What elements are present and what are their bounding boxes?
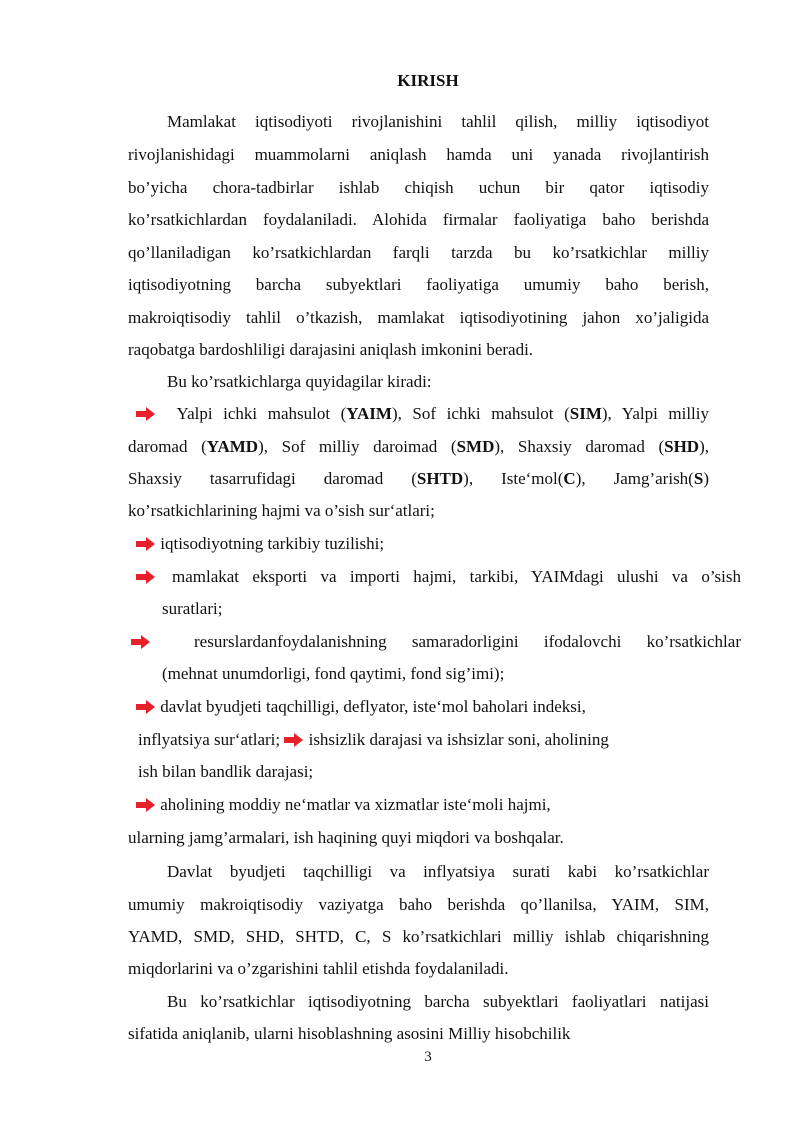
paragraph-line: YAMD, SMD, SHD, SHTD, C, S ko’rsatkichlari milliy ishlab chiqarishning bbox=[128, 927, 709, 946]
paragraph-line: bo’yicha chora-tadbirlar ishlab chiqish uchun bir qator iqtisodiy bbox=[128, 178, 709, 197]
list-item-line: inflyatsiya sur‘atlari; ishsizlik darajasi va ishsizlar soni, aholining bbox=[138, 730, 609, 749]
red-arrow-bullet-icon bbox=[284, 733, 304, 747]
paragraph-line: rivojlanishidagi muammolarni aniqlash hamda uni yanada rivojlantirish bbox=[128, 145, 709, 164]
list-item: resurslardanfoydalanishning samaradorligini ifodalovchi ko’rsatkichlar bbox=[131, 631, 741, 653]
list-item: mamlakat eksporti va importi hajmi, tarkibi, YAIMdagi ulushi va o’sish bbox=[136, 566, 741, 588]
red-arrow-bullet-icon bbox=[136, 537, 156, 551]
paragraph-line: Bu ko’rsatkichlar iqtisodiyotning barcha subyektlari faoliyatlari natijasi bbox=[167, 992, 709, 1011]
paragraph-line: Bu ko’rsatkichlarga quyidagilar kiradi: bbox=[167, 372, 432, 391]
page-title: KIRISH bbox=[397, 71, 459, 90]
list-item-line: daromad (YAMD), Sof milliy daroimad (SMD), Shaxsiy daromad (SHD), bbox=[128, 437, 709, 456]
page-number: 3 bbox=[424, 1049, 432, 1065]
red-arrow-bullet-icon bbox=[131, 635, 151, 649]
red-arrow-bullet-icon bbox=[136, 570, 156, 584]
paragraph-line: miqdorlarini va o’zgarishini tahlil etishda foydalaniladi. bbox=[128, 959, 509, 978]
list-item-line: Shaxsiy tasarrufidagi daromad (SHTD), Iste‘mol(C), Jamg’arish(S) bbox=[128, 469, 709, 488]
red-arrow-bullet-icon bbox=[136, 700, 156, 714]
list-item-line: suratlari; bbox=[162, 599, 223, 618]
paragraph-line: sifatida aniqlanib, ularni hisoblashning asosini Milliy hisobchilik bbox=[128, 1024, 571, 1043]
list-item-line: ko’rsatkichlarining hajmi va o’sish sur‘atlari; bbox=[128, 501, 435, 520]
red-arrow-bullet-icon bbox=[136, 798, 156, 812]
list-item: Yalpi ichki mahsulot (YAIM), Sof ichki mahsulot (SIM), Yalpi milliy bbox=[136, 403, 709, 425]
list-item-line: ish bilan bandlik darajasi; bbox=[138, 762, 314, 781]
paragraph-line: ko’rsatkichlardan foydalaniladi. Alohida firmalar faoliyatiga baho berishda bbox=[128, 210, 709, 229]
list-item: davlat byudjeti taqchilligi, deflyator, iste‘mol baholari indeksi, bbox=[136, 696, 717, 718]
paragraph-line: iqtisodiyotning barcha subyektlari faoliyatiga umumiy baho berish, bbox=[128, 275, 709, 294]
paragraph-line: Mamlakat iqtisodiyoti rivojlanishini tahlil qilish, milliy iqtisodiyot bbox=[167, 112, 709, 131]
list-item: iqtisodiyotning tarkibiy tuzilishi; bbox=[136, 533, 717, 555]
red-arrow-bullet-icon bbox=[136, 407, 156, 421]
paragraph-line: raqobatga bardoshliligi darajasini aniqlash imkonini beradi. bbox=[128, 340, 534, 359]
paragraph-line: makroiqtisodiy tahlil o’tkazish, mamlakat iqtisodiyotining jahon xo’jaligida bbox=[128, 308, 709, 327]
list-item: aholining moddiy ne‘matlar va xizmatlar iste‘moli hajmi, bbox=[136, 794, 717, 816]
paragraph-line: umumiy makroiqtisodiy vaziyatga baho berishda qo’llanilsa, YAIM, SIM, bbox=[128, 895, 709, 914]
paragraph-line: Davlat byudjeti taqchilligi va inflyatsiya surati kabi ko’rsatkichlar bbox=[167, 862, 709, 881]
list-item-line: (mehnat unumdorligi, fond qaytimi, fond sig’imi); bbox=[162, 664, 505, 683]
list-item-line: ularning jamg’armalari, ish haqining quyi miqdori va boshqalar. bbox=[128, 828, 564, 847]
paragraph-line: qo’llaniladigan ko’rsatkichlardan farqli tarzda bu ko’rsatkichlar milliy bbox=[128, 243, 709, 262]
